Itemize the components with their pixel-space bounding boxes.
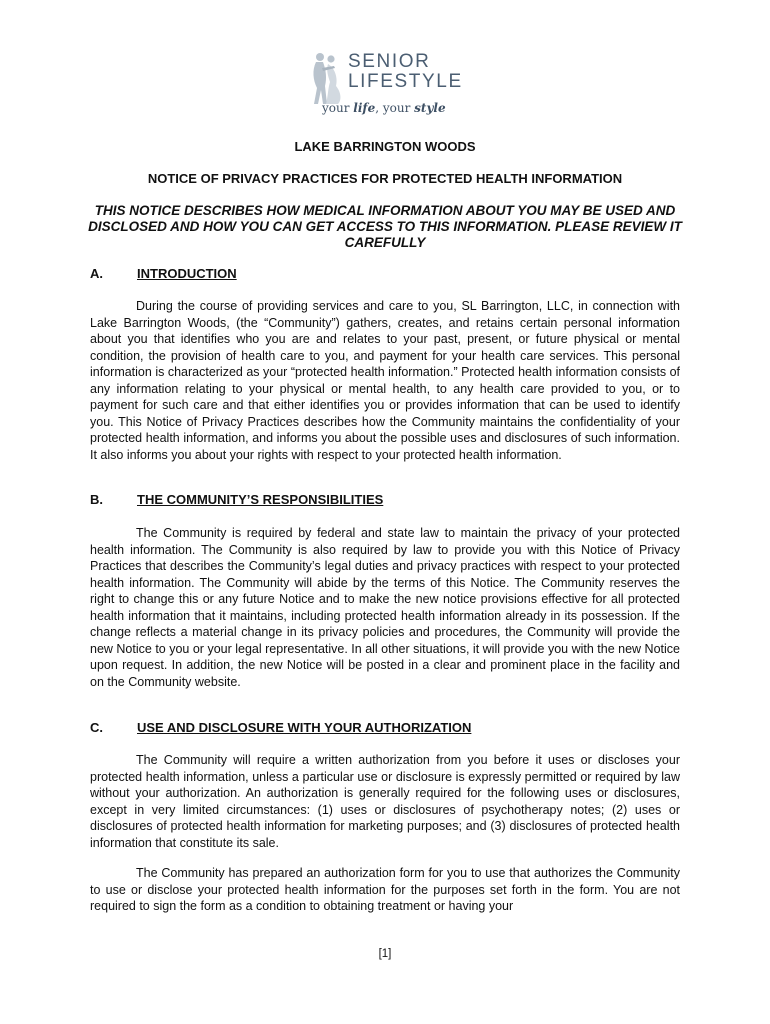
tagline-emphasis: style bbox=[414, 101, 446, 115]
logo-tagline bbox=[322, 101, 472, 115]
logo-word-lifestyle: LIFESTYLE bbox=[348, 71, 463, 92]
notice-title: NOTICE OF PRIVACY PRACTICES FOR PROTECTED HEALTH INFORMATION bbox=[147, 171, 623, 186]
page-number: [1] bbox=[378, 948, 392, 960]
section-letter: C. bbox=[90, 720, 103, 735]
section-title: THE COMMUNITY’S RESPONSIBILITIES bbox=[137, 492, 384, 507]
paragraph: The Community is required by federal and state law to maintain the privacy of your protected health information. The Community is also required by law to provide you with this Notice of Privacy Practices that describes the Community’s legal duties and privacy practices with respect to your protected health information. The Community will abide by the terms of this Notice. The Community reserves the right to change this or any future Notice and to make the new notice provisions effective for all protected health information that it maintains, including protected health information already in its possession. If the change reflects a material change in its privacy policies and procedures, the Community will provide the new Notice to you or your legal representative. In all other situations, it will provide you with the new Notice upon request. In addition, the new Notice will be posted in a clear and prominent place in the facility and on the Community website. bbox=[90, 526, 680, 689]
section-title: USE AND DISCLOSURE WITH YOUR AUTHORIZATION bbox=[137, 720, 472, 735]
dancing-couple-logo-icon bbox=[308, 50, 344, 106]
facility-name: LAKE BARRINGTON WOODS bbox=[294, 139, 476, 154]
notice-statement: THIS NOTICE DESCRIBES HOW MEDICAL INFORMATION ABOUT YOU MAY BE USED AND DISCLOSED AND HOW YOU CAN GET ACCESS TO THIS INFORMATION. PLEASE REVIEW IT CAREFULLY bbox=[88, 203, 682, 250]
section-letter: B. bbox=[90, 492, 103, 507]
tagline-part: your bbox=[322, 101, 354, 115]
paragraph: The Community has prepared an authorization form for you to use that authorizes the Community to use or disclose your protected health information for the purposes set forth in the form. You are not required to sign the form as a condition to obtaining treatment or having your bbox=[90, 866, 680, 913]
logo-word-senior: SENIOR bbox=[348, 51, 431, 72]
tagline-emphasis: life bbox=[353, 101, 376, 115]
section-title: INTRODUCTION bbox=[137, 266, 237, 281]
tagline-part: , your bbox=[375, 101, 415, 115]
paragraph: During the course of providing services and care to you, SL Barrington, LLC, in connection with Lake Barrington Woods, (the “Community”) gathers, creates, and retains certain personal information about you that identifies who you are and relates to your past, present, or future physical or mental condition, the provision of health care to you, and payment for your health care services. This personal information is characterized as your “protected health information.” Protected health information consists of any information relating to your physical or mental health, to any health care provided to you, or to payment for such care and that either identifies you or provides information that can be used to identify you. This Notice of Privacy Practices describes how the Community maintains the confidentiality of your protected health information, and informs you about the possible uses and disclosures of such information. It also informs you about your rights with respect to your protected health information. bbox=[90, 299, 680, 462]
section-letter: A. bbox=[90, 266, 103, 281]
senior-lifestyle-logo bbox=[308, 44, 468, 122]
paragraph: The Community will require a written authorization from you before it uses or discloses your protected health information, unless a particular use or disclosure is expressly permitted or required by law without your authorization. An authorization is generally required for the following uses or disclosures, except in very limited circumstances: (1) uses or disclosures of psychotherapy notes; (2) uses or disclosures of protected health information for marketing purposes; and (3) disclosures of protected health information that constitute its sale. bbox=[90, 753, 680, 850]
